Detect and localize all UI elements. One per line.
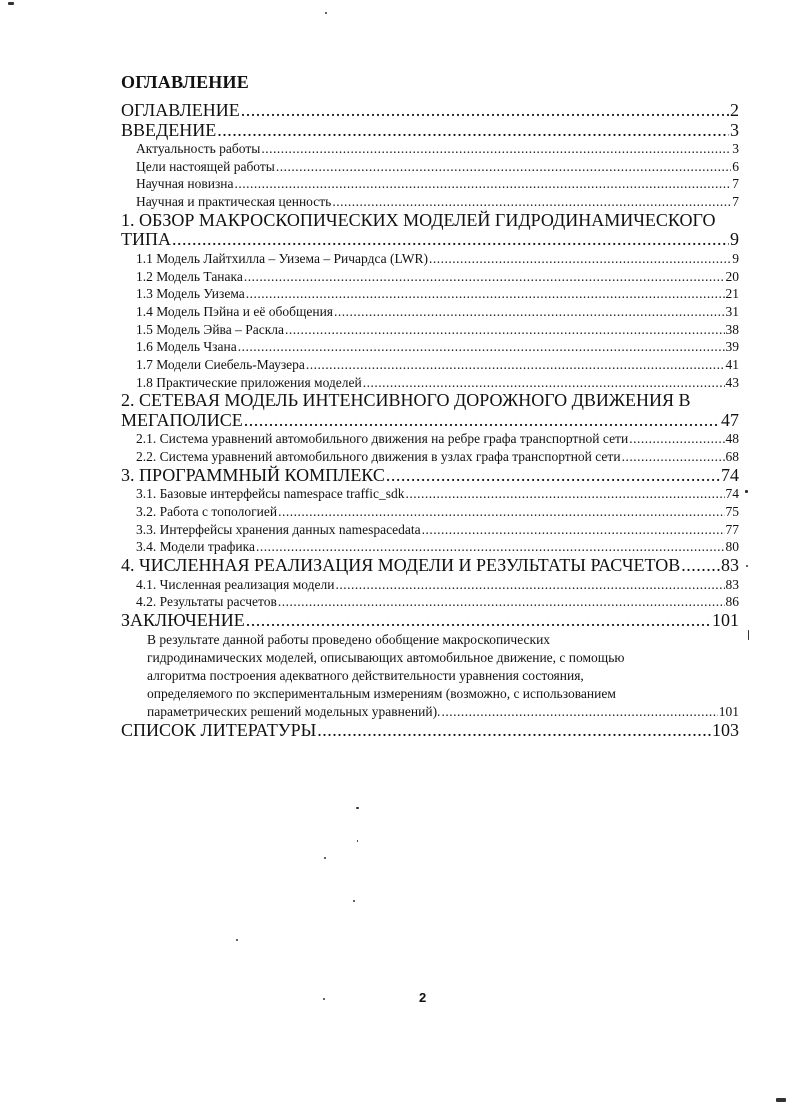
dot-leader: [629, 430, 724, 448]
dot-leader: [386, 466, 720, 486]
toc-entry-page: 9: [732, 250, 739, 266]
toc-entry-page: 31: [725, 303, 739, 319]
toc-entry-contents[interactable]: [121, 101, 739, 121]
toc-entry-3-1[interactable]: [121, 485, 739, 503]
toc-entry-introduction[interactable]: [121, 121, 739, 141]
dot-leader: [244, 411, 720, 431]
toc-entry-page: 6: [732, 158, 739, 174]
toc-entry-4-1[interactable]: [121, 576, 739, 594]
toc-entry-title: 1.8 Практические приложения моделей: [136, 374, 362, 390]
dot-leader: [244, 268, 725, 286]
toc-entry-chapter-3[interactable]: [121, 466, 739, 486]
table-of-contents: [121, 101, 739, 740]
toc-entry-page: 101: [712, 610, 739, 631]
toc-entry-page: 20: [725, 268, 739, 284]
dot-leader: [363, 374, 725, 392]
toc-entry-3-2[interactable]: [121, 503, 739, 521]
scan-speck: [236, 939, 238, 941]
dot-leader: [285, 321, 724, 339]
dot-leader: [622, 448, 725, 466]
scan-speck: [357, 840, 358, 842]
toc-entry-novelty[interactable]: [121, 175, 739, 193]
toc-entry-chapter-1-line-1[interactable]: 1. ОБЗОР МАКРОСКОПИЧЕСКИХ МОДЕЛЕЙ ГИДРОДИНАМИЧЕСКОГО: [121, 209, 716, 230]
toc-entry-title: 4. ЧИСЛЕННАЯ РЕАЛИЗАЦИЯ МОДЕЛИ И РЕЗУЛЬТАТЫ РАСЧЕТОВ: [121, 555, 681, 576]
toc-entry-title: 4.1. Численная реализация модели: [136, 576, 335, 592]
toc-entry-title: 1.1 Модель Лайтхилла – Уизема – Ричардса (LWR): [136, 250, 428, 266]
toc-entry-title: 1.3 Модель Уизема: [136, 286, 245, 302]
toc-entry-title: 2.1. Система уравнений автомобильного движения на ребре графа транспортной сети: [136, 431, 629, 447]
toc-entry-page: 80: [725, 539, 739, 555]
toc-entry-page: 75: [725, 504, 739, 520]
toc-entry-page: 7: [732, 194, 739, 210]
toc-entry-page: 41: [725, 357, 739, 373]
dot-leader: [238, 338, 725, 356]
dot-leader: [334, 303, 724, 321]
toc-entry-title: 3.2. Работа с топологией: [136, 504, 278, 520]
toc-entry-title: ОГЛАВЛЕНИЕ: [121, 100, 240, 120]
summary-line: параметрических решений модельных уравнений).: [147, 703, 441, 719]
scan-speck: [323, 998, 325, 1000]
toc-entry-1-3[interactable]: [121, 285, 739, 303]
toc-entry-title: МЕГАПОЛИСЕ: [121, 409, 243, 430]
page-number: 2: [419, 990, 427, 1005]
toc-entry-title: СПИСОК ЛИТЕРАТУРЫ: [121, 719, 317, 740]
toc-entry-page: 83: [725, 576, 739, 592]
toc-entry-3-4[interactable]: [121, 538, 739, 556]
scan-speck: [325, 12, 327, 14]
dot-leader: [241, 101, 729, 121]
toc-entry-page: 83: [721, 555, 739, 576]
toc-entry-page: 43: [725, 374, 739, 390]
summary-line: гидродинамических моделей, описывающих автомобильное движение, с помощью: [147, 649, 625, 665]
toc-entry-title: ТИПА: [121, 229, 171, 250]
dot-leader: [278, 593, 725, 611]
toc-entry-4-2[interactable]: [121, 593, 739, 611]
toc-entry-title: 2.2. Система уравнений автомобильного движения в узлах графа транспортной сети: [136, 449, 621, 465]
toc-entry-chapter-2[interactable]: [121, 411, 739, 431]
toc-entry-page: 47: [721, 409, 739, 430]
scan-speck: [353, 900, 355, 902]
dot-leader: [681, 556, 720, 576]
dot-leader: [406, 485, 725, 503]
scan-speck: [748, 630, 749, 640]
scan-speck: [745, 490, 748, 493]
toc-entry-3-3[interactable]: [121, 521, 739, 539]
toc-entry-value[interactable]: [121, 193, 739, 211]
toc-entry-page: 77: [725, 521, 739, 537]
dot-leader: [441, 703, 717, 721]
toc-entry-1-4[interactable]: [121, 303, 739, 321]
toc-entry-title: ВВЕДЕНИЕ: [121, 119, 217, 140]
toc-entry-page: 39: [725, 339, 739, 355]
scan-speck: [776, 1098, 786, 1102]
dot-leader: [429, 250, 731, 268]
summary-line: определяемого по экспериментальным измерениям (возможно, с использованием: [147, 685, 616, 701]
dot-leader: [276, 158, 731, 176]
toc-entry-2-1[interactable]: [121, 430, 739, 448]
scan-speck: [324, 857, 326, 859]
dot-leader: [235, 175, 732, 193]
toc-entry-title: Научная новизна: [136, 176, 234, 192]
toc-entry-title: 1.5 Модель Эйва – Раскла: [136, 321, 285, 337]
toc-entry-goals[interactable]: [121, 158, 739, 176]
dot-leader: [317, 721, 711, 741]
dot-leader: [306, 356, 725, 374]
toc-entry-page: 48: [725, 431, 739, 447]
toc-entry-title: 3.1. Базовые интерфейсы namespace traffic_sdk: [136, 486, 405, 502]
toc-entry-title: 3.3. Интерфейсы хранения данных namespacedata: [136, 521, 421, 537]
dot-leader: [172, 230, 729, 250]
toc-entry-page: 68: [725, 449, 739, 465]
toc-entry-title: 3.4. Модели трафика: [136, 539, 255, 555]
scan-speck: [8, 2, 14, 5]
summary-last-line: [147, 703, 739, 721]
toc-entry-relevance[interactable]: [121, 140, 739, 158]
toc-entry-page: 21: [725, 286, 739, 302]
toc-entry-page: 38: [725, 321, 739, 337]
page-title: ОГЛАВЛЕНИЕ: [121, 72, 249, 92]
toc-entry-1-8[interactable]: [121, 374, 739, 392]
toc-entry-title: Цели настоящей работы: [136, 158, 275, 174]
summary-line: В результате данной работы проведено обобщение макроскопических: [147, 631, 551, 647]
toc-entry-page: 86: [725, 594, 739, 610]
dot-leader: [422, 521, 725, 539]
toc-entry-title: Научная и практическая ценность: [136, 194, 332, 210]
scan-speck: [356, 807, 359, 809]
toc-entry-page: 3: [730, 119, 739, 140]
toc-entry-title: 4.2. Результаты расчетов: [136, 594, 277, 610]
toc-entry-title: 1.4 Модель Пэйна и её обобщения: [136, 303, 334, 319]
toc-entry-chapter-1[interactable]: [121, 230, 739, 250]
dot-leader: [332, 193, 731, 211]
scan-speck: [746, 565, 748, 567]
toc-entry-page: 74: [721, 464, 739, 485]
toc-entry-page: 74: [725, 486, 739, 502]
toc-entry-page: 7: [732, 176, 739, 192]
toc-entry-conclusion[interactable]: [121, 611, 739, 631]
toc-entry-page: 3: [732, 141, 739, 156]
dot-leader: [261, 140, 731, 158]
toc-entry-title: 1.6 Модель Чзана: [136, 339, 237, 355]
dot-leader: [278, 503, 724, 521]
toc-entry-1-7[interactable]: [121, 356, 739, 374]
toc-entry-chapter-2-line-1[interactable]: 2. СЕТЕВАЯ МОДЕЛЬ ИНТЕНСИВНОГО ДОРОЖНОГО ДВИЖЕНИЯ В: [121, 390, 691, 411]
toc-entry-conclusion-summary[interactable]: [121, 631, 739, 721]
toc-entry-title: 3. ПРОГРАММНЫЙ КОМПЛЕКС: [121, 464, 385, 485]
toc-entry-references[interactable]: [121, 721, 739, 741]
toc-entry-1-1[interactable]: [121, 250, 739, 268]
toc-entry-1-2[interactable]: [121, 268, 739, 286]
toc-entry-2-2[interactable]: [121, 448, 739, 466]
dot-leader: [246, 611, 711, 631]
toc-entry-title: ЗАКЛЮЧЕНИЕ: [121, 610, 245, 631]
toc-entry-chapter-4[interactable]: [121, 556, 739, 576]
toc-entry-title: Актуальность работы: [136, 141, 261, 156]
toc-entry-1-6[interactable]: [121, 338, 739, 356]
toc-entry-page: 101: [718, 703, 739, 719]
summary-line: алгоритма построения адекватного действительности уравнения состояния,: [147, 667, 584, 683]
toc-entry-page: 103: [712, 719, 739, 740]
dot-leader: [256, 538, 725, 556]
toc-entry-title: 1.2 Модель Танака: [136, 268, 243, 284]
dot-leader: [246, 285, 725, 303]
toc-entry-1-5[interactable]: [121, 321, 739, 339]
toc-entry-title: 1.7 Модели Сиебель-Маузера: [136, 357, 305, 373]
toc-entry-page: 9: [730, 229, 739, 250]
toc-entry-page: 2: [730, 100, 739, 120]
dot-leader: [217, 121, 729, 141]
dot-leader: [335, 576, 724, 594]
